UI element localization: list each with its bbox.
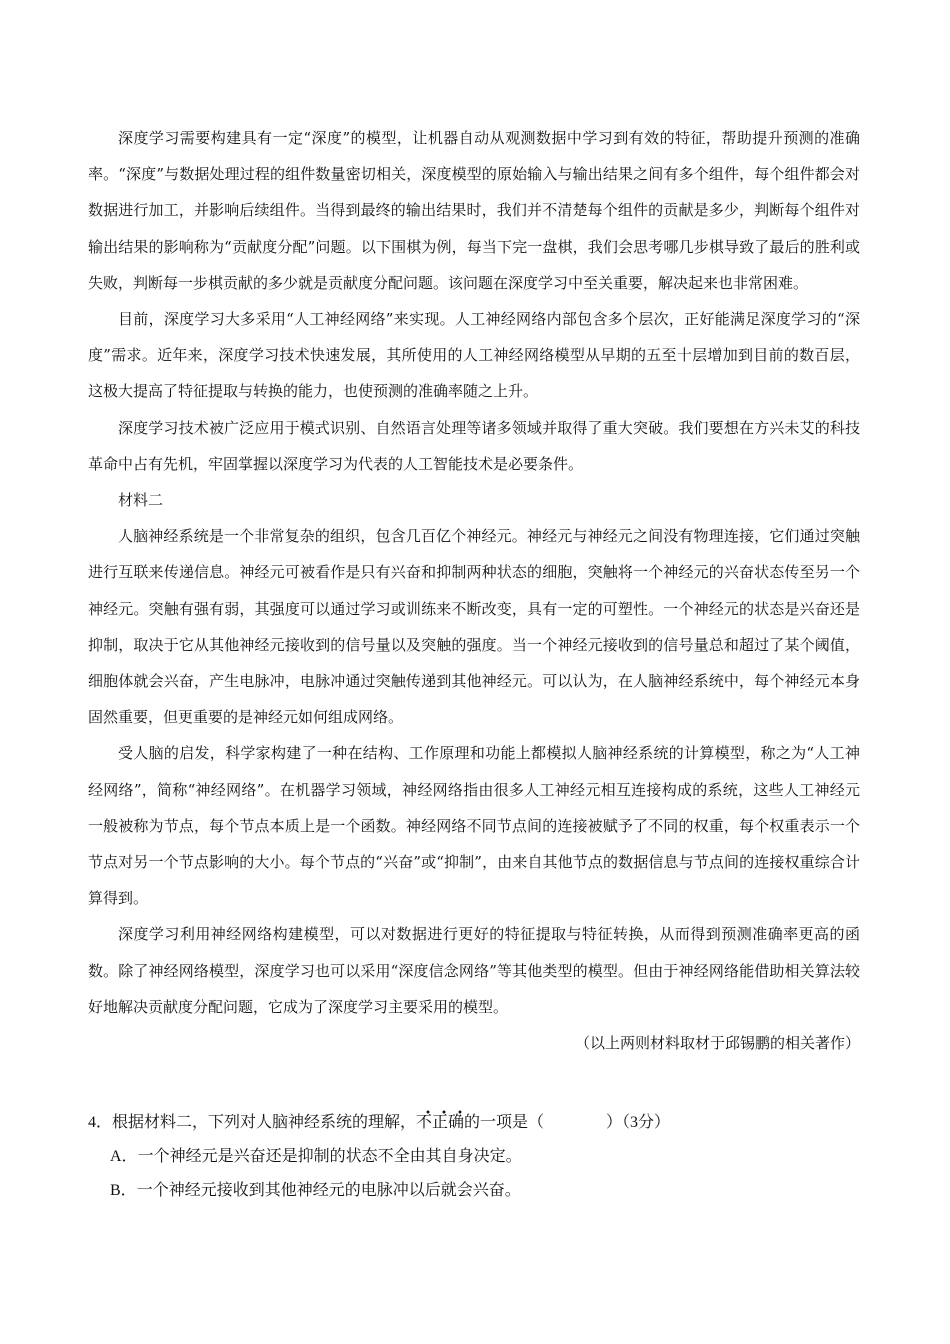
option-a-text: 一个神经元是兴奋还是抑制的状态不全由其自身决定。 [137,1148,522,1165]
material-2-heading: 材料二 [118,491,164,510]
option-b-label: B． [110,1182,137,1199]
option-a[interactable] [88,1140,878,1174]
question-stem [88,1106,878,1140]
passage-paragraph-1: 深度学习需要构建具有一定“深度”的模型，让机器自动从观测数据中学习到有效的特征，帮助提升预测的准确率。“深度”与数据处理过程的组件数量密切相关，深度模型的原始输入与输出结果之间有多个组件，每个组件都会对数据进行加工，并影响后续组件。当得到最终的输出结果时，我们并不清楚每个组件的贡献是多少，判断每个组件对输出结果的影响称为“贡献度分配”问题。以下围棋为例，每当下完一盘棋，我们会思考哪几步棋导致了最后的胜利或失败，判断每一步棋贡献的多少就是贡献度分配问题。该问题在深度学习中至关重要，解决起来也非常困难。 [88,129,860,292]
option-b[interactable] [88,1174,878,1208]
question-score: ）（3分） [606,1114,671,1131]
question-4 [88,1106,878,1208]
question-stem-suffix: 的一项是（ [464,1114,545,1131]
source-note: （以上两则材料取材于邱锡鹏的相关著作） [574,1034,860,1053]
reading-passage [88,120,860,1061]
option-a-label: A． [110,1148,138,1165]
passage-paragraph-2: 目前，深度学习大多采用“人工神经网络”来实现。人工神经网络内部包含多个层次，正好能满足深度学习的“深度”需求。近年来，深度学习技术快速发展，其所使用的人工神经网络模型从早期的五至十层增加到目前的数百层，这极大提高了特征提取与转换的能力，也使预测的准确率随之上升。 [88,310,860,401]
emphasis-dots: 不正确 [416,1114,465,1131]
question-stem-text: 4．根据材料二，下列对人脑神经系统的理解， [88,1114,417,1131]
material-2-paragraph-3: 深度学习利用神经网络构建模型，可以对数据进行更好的特征提取与特征转换，从而得到预测准确率更高的函数。除了神经网络模型，深度学习也可以采用“深度信念网络”等其他类型的模型。但由于神经网络能借助相关算法较好地解决贡献度分配问题，它成为了深度学习主要采用的模型。 [88,925,860,1016]
option-b-text: 一个神经元接收到其他神经元的电脉冲以后就会兴奋。 [136,1182,521,1199]
material-2-paragraph-1: 人脑神经系统是一个非常复杂的组织，包含几百亿个神经元。神经元与神经元之间没有物理连接，它们通过突触进行互联来传递信息。神经元可被看作是只有兴奋和抑制两种状态的细胞，突触将一个神经元的兴奋状态传至另一个神经元。突触有强有弱，其强度可以通过学习或训练来不断改变，具有一定的可塑性。一个神经元的状态是兴奋还是抑制，取决于它从其他神经元接收到的信号量以及突触的强度。当一个神经元接收到的信号量总和超过了某个阈值，细胞体就会兴奋，产生电脉冲，电脉冲通过突触传递到其他神经元。可以认为，在人脑神经系统中，每个神经元本身固然重要，但更重要的是神经元如何组成网络。 [88,527,860,727]
passage-paragraph-3: 深度学习技术被广泛应用于模式识别、自然语言处理等诸多领域并取得了重大突破。我们要想在方兴未艾的科技革命中占有先机，牢固掌握以深度学习为代表的人工智能技术是必要条件。 [88,418,860,473]
material-2-paragraph-2: 受人脑的启发，科学家构建了一种在结构、工作原理和功能上都模拟人脑神经系统的计算模型，称之为“人工神经网络”，简称“神经网络”。在机器学习领域，神经网络指由很多人工神经元相互连接构成的系统，这些人工神经元一般被称为节点，每个节点本质上是一个函数。神经网络不同节点间的连接被赋予了不同的权重，每个权重表示一个节点对另一个节点影响的大小。每个节点的“兴奋”或“抑制”，由来自其他节点的数据信息与节点间的连接权重综合计算得到。 [88,744,860,908]
